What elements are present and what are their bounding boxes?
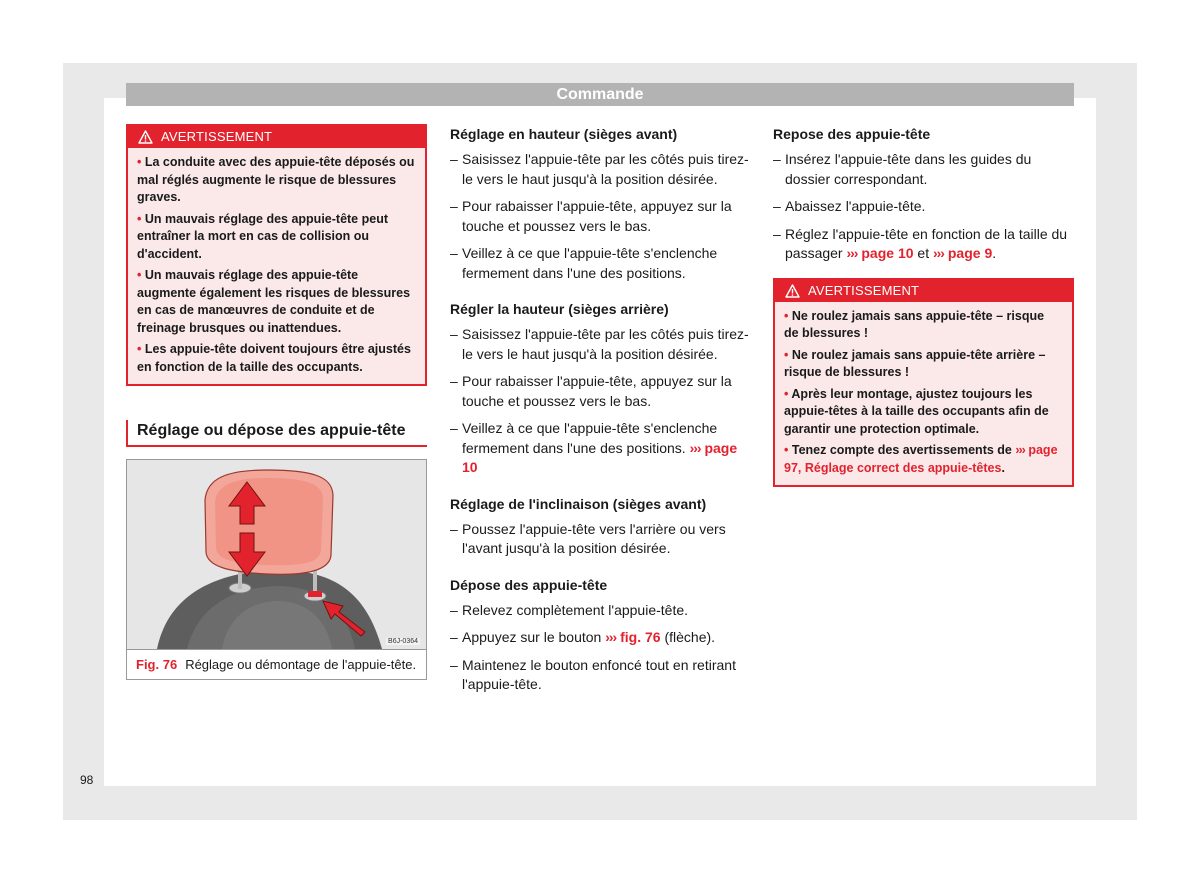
warning-box-left xyxy=(126,124,427,386)
headrest-illustration xyxy=(127,460,426,649)
figure-link-text: fig. 76 xyxy=(620,629,661,645)
step-item: – Poussez l'appuie-tête vers l'arrière ou vers l'avant jusqu'à la position désirée. xyxy=(450,520,750,559)
figure-link[interactable] xyxy=(605,629,660,645)
step-text: Appuyez sur le bouton xyxy=(462,629,602,645)
step-item: – Relevez complètement l'appuie-tête. xyxy=(450,601,750,621)
step-item: – Abaissez l'appuie-tête. xyxy=(773,197,1074,217)
warning-text: Les appuie-tête doivent toujours être ajustés en fonction de la taille des occupants. xyxy=(137,342,411,374)
warning-header xyxy=(128,126,425,148)
figure-caption xyxy=(127,649,426,679)
section-heading: Réglage de l'inclinaison (sièges avant) xyxy=(450,495,707,512)
warning-text: Ne roulez jamais sans appuie-tête – risque de blessures ! xyxy=(784,308,1045,340)
warning-item: • Un mauvais réglage des appuie-tête peut entraîner la mort en cas de collision ou d'accident. xyxy=(137,211,388,261)
step-item: – Saisissez l'appuie-tête par les côtés puis tirez-le vers le haut jusqu'à la position désirée. xyxy=(450,150,750,189)
step-text: (flèche). xyxy=(664,629,716,645)
page-number: 98 xyxy=(80,773,94,787)
right-column xyxy=(773,124,1074,487)
figure-caption-text: Réglage ou démontage de l'appuie-tête. xyxy=(185,657,417,672)
step-item: – Pour rabaisser l'appuie-tête, appuyez sur la touche et poussez vers le bas. xyxy=(450,372,750,411)
step-item xyxy=(450,419,750,478)
warning-header xyxy=(775,280,1072,302)
warning-body xyxy=(775,302,1072,486)
step-item: – Maintenez le bouton enfoncé tout en retirant l'appuie-tête. xyxy=(450,656,750,695)
warning-text: Un mauvais réglage des appuie-tête augmente également les risques de blessures en cas de manœuvres de conduite et de freinage brusques ou inattendues. xyxy=(137,268,411,335)
link-chevron-icon: ››› xyxy=(846,245,858,261)
link-chevron-icon: ››› xyxy=(932,245,944,261)
left-column xyxy=(126,124,427,680)
figure-76 xyxy=(126,459,427,680)
image-code: B6J-0364 xyxy=(388,638,418,645)
link-chevron-icon: ››› xyxy=(689,439,701,456)
step-item xyxy=(450,628,750,648)
step-item: – Insérez l'appuie-tête dans les guides du dossier correspondant. xyxy=(773,150,1074,189)
section-heading: Régler la hauteur (sièges arrière) xyxy=(450,301,669,317)
page-link[interactable] xyxy=(846,245,913,261)
warning-item: • Tenez compte des avertissements de ››› page 97, Réglage correct des appuie-têtes. xyxy=(784,443,1058,475)
warning-triangle-icon xyxy=(785,284,800,298)
warning-item: • Les appuie-tête doivent toujours être ajustés en fonction de la taille des occupants. xyxy=(137,342,411,374)
warning-text: Un mauvais réglage des appuie-tête peut entraîner la mort en cas de collision ou d'accident. xyxy=(137,211,388,261)
warning-text: Tenez compte des avertissements de xyxy=(791,443,1012,457)
step-item: – Pour rabaisser l'appuie-tête, appuyez sur la touche et poussez vers le bas. xyxy=(450,197,750,236)
warning-text: Après leur montage, ajustez toujours les appuie-têtes à la taille des occupants afin de garantir une protection optimale. xyxy=(784,386,1049,436)
warning-item: • Après leur montage, ajustez toujours les appuie-têtes à la taille des occupants afin de garantir une protection optimale. xyxy=(784,386,1049,436)
page-link-text: page 97, Réglage correct des appuie-têtes xyxy=(784,443,1058,475)
warning-item: • Ne roulez jamais sans appuie-tête arrière – risque de blessures ! xyxy=(784,347,1046,379)
link-chevron-icon: ››› xyxy=(1015,443,1025,457)
step-list xyxy=(450,325,750,478)
step-text: Veillez à ce que l'appuie-tête s'enclenche fermement dans l'une des positions. xyxy=(462,420,718,456)
warning-item: • La conduite avec des appuie-tête déposés ou mal réglés augmente le risque de blessures graves. xyxy=(137,155,415,204)
page-link-text: page 9 xyxy=(947,245,993,261)
warning-text: Ne roulez jamais sans appuie-tête arrière – risque de blessures ! xyxy=(784,347,1046,379)
step-item: – Saisissez l'appuie-tête par les côtés puis tirez-le vers le haut jusqu'à la position désirée. xyxy=(450,325,750,364)
warning-triangle-icon xyxy=(138,130,153,144)
step-item xyxy=(773,225,1074,264)
section-title: Réglage ou dépose des appuie-tête xyxy=(126,420,427,447)
page-link-text: page 10 xyxy=(462,439,738,475)
page-link-text: page 10 xyxy=(861,245,914,261)
chapter-header: Commande xyxy=(126,83,1074,106)
middle-column xyxy=(450,124,750,711)
section-heading: Dépose des appuie-tête xyxy=(450,576,608,593)
warning-text: La conduite avec des appuie-tête déposés ou mal réglés augmente le risque de blessures graves. xyxy=(137,155,415,204)
page-link[interactable] xyxy=(933,245,992,261)
headrest-icon xyxy=(127,460,426,649)
step-list xyxy=(450,601,750,695)
link-chevron-icon: ››› xyxy=(605,629,617,645)
step-list xyxy=(450,150,750,283)
warning-box-right xyxy=(773,278,1074,488)
warning-body xyxy=(128,148,425,384)
warning-text: . xyxy=(1001,460,1005,475)
figure-label: Fig. 76 xyxy=(136,657,178,672)
step-list xyxy=(450,520,750,559)
warning-item: • Un mauvais réglage des appuie-tête augmente également les risques de blessures en cas de manœuvres de conduite et de freinage brusques ou inattendues. xyxy=(137,268,411,335)
warning-title: AVERTISSEMENT xyxy=(161,129,273,144)
step-list xyxy=(773,150,1074,264)
step-item: – Veillez à ce que l'appuie-tête s'enclenche fermement dans l'une des positions. xyxy=(450,244,750,283)
section-heading: Réglage en hauteur (sièges avant) xyxy=(450,126,678,142)
warning-item: • Ne roulez jamais sans appuie-tête – risque de blessures ! xyxy=(784,308,1045,340)
step-text: . xyxy=(992,245,997,261)
warning-title: AVERTISSEMENT xyxy=(808,282,920,298)
section-heading: Repose des appuie-tête xyxy=(773,126,931,142)
step-text: Réglez l'appuie-tête en fonction de la taille du passager xyxy=(785,225,1068,261)
step-text: et xyxy=(917,245,930,261)
